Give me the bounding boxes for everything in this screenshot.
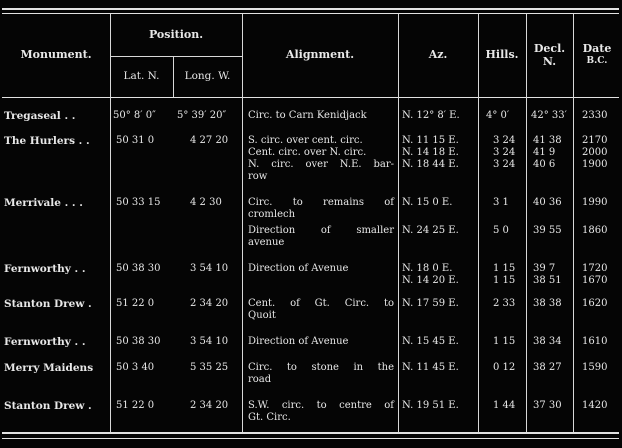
row-2-hills-0: 3 1 — [493, 197, 509, 208]
row-6-date-0: 1590 — [582, 362, 608, 373]
row-1-az-0: N. 11 15 E. — [402, 135, 459, 146]
row-1-date-2: 1900 — [582, 159, 608, 170]
row-2-lat: 50 33 15 — [116, 197, 161, 208]
top-double-rule-outer — [2, 8, 619, 10]
header-long: Long. W. — [184, 70, 231, 82]
column-divider-alignment — [398, 14, 399, 432]
row-2-date-1: 1860 — [582, 225, 608, 236]
row-3-alignment-0: Direction of Avenue — [248, 263, 349, 274]
row-3-hills-1: 1 15 — [493, 275, 516, 286]
row-1-date-0: 2170 — [582, 135, 608, 146]
row-2-alignment-0-cont: cromlech — [248, 209, 296, 220]
column-divider-decl — [573, 14, 574, 432]
row-7-az-0: N. 19 51 E. — [402, 400, 459, 411]
row-1-monument: The Hurlers . . — [4, 135, 90, 147]
row-2-decl-1: 39 55 — [533, 225, 562, 236]
row-3-az-1: N. 14 20 E. — [402, 275, 459, 286]
header-date — [573, 42, 621, 68]
row-1-lat: 50 31 0 — [116, 135, 155, 146]
row-0-long: 5° 39′ 20″ — [177, 110, 227, 121]
row-0-lat: 50° 8′ 0″ — [113, 110, 156, 121]
header-alignment: Alignment. — [285, 48, 355, 61]
row-3-az-0: N. 18 0 E. — [402, 263, 453, 274]
row-4-long: 2 34 20 — [190, 298, 229, 309]
row-5-az-0: N. 15 45 E. — [402, 336, 459, 347]
row-3-date-1: 1670 — [582, 275, 608, 286]
row-4-az-0: N. 17 59 E. — [402, 298, 459, 309]
row-6-alignment-0: Circ. to stone in the — [248, 362, 394, 373]
row-6-az-0: N. 11 45 E. — [402, 362, 459, 373]
header-date-sub: B.C. — [586, 56, 608, 66]
header-decl — [526, 42, 573, 68]
row-1-decl-0: 41 38 — [533, 135, 562, 146]
row-4-date-0: 1620 — [582, 298, 608, 309]
row-2-long: 4 2 30 — [190, 197, 222, 208]
header-lat: Lat. N. — [123, 70, 160, 82]
row-1-az-1: N. 14 18 E. — [402, 147, 459, 158]
row-5-monument: Fernworthy . . — [4, 336, 86, 348]
header-position: Position. — [148, 28, 204, 41]
row-4-alignment-0: Cent. of Gt. Circ. to — [248, 298, 394, 309]
row-2-monument: Merrivale . . . — [4, 197, 83, 209]
row-1-decl-2: 40 6 — [533, 159, 556, 170]
row-7-lat: 51 22 0 — [116, 400, 155, 411]
row-7-decl-0: 37 30 — [533, 400, 562, 411]
row-2-decl-0: 40 36 — [533, 197, 562, 208]
row-4-lat: 51 22 0 — [116, 298, 155, 309]
row-4-hills-0: 2 33 — [493, 298, 516, 309]
row-1-date-1: 2000 — [582, 147, 608, 158]
row-3-monument: Fernworthy . . — [4, 263, 86, 275]
row-1-alignment-2: N. circ. over N.E. bar- — [248, 159, 394, 170]
row-1-alignment-1: Cent. circ. over N. circ. — [248, 147, 367, 158]
column-divider-az — [478, 14, 479, 432]
row-1-alignment-2-cont: row — [248, 171, 268, 182]
column-divider-position — [242, 14, 243, 432]
row-7-hills-0: 1 44 — [493, 400, 516, 411]
header-az: Az. — [428, 48, 448, 61]
row-2-hills-1: 5 0 — [493, 225, 509, 236]
header-hills: Hills. — [485, 48, 519, 61]
row-4-monument: Stanton Drew . — [4, 298, 92, 310]
row-5-long: 3 54 10 — [190, 336, 229, 347]
column-divider-hills — [526, 14, 527, 432]
row-1-hills-1: 3 24 — [493, 147, 516, 158]
row-6-decl-0: 38 27 — [533, 362, 562, 373]
row-7-alignment-0-cont: Gt. Circ. — [248, 412, 291, 423]
row-0-decl-0: 42° 33′ — [531, 110, 567, 121]
row-7-date-0: 1420 — [582, 400, 608, 411]
row-2-alignment-1-cont: avenue — [248, 237, 285, 248]
row-5-hills-0: 1 15 — [493, 336, 516, 347]
header-decl-sub: N. — [542, 55, 557, 68]
row-5-alignment-0: Direction of Avenue — [248, 336, 349, 347]
row-3-decl-1: 38 51 — [533, 275, 562, 286]
row-3-date-0: 1720 — [582, 263, 608, 274]
row-4-alignment-0-cont: Quoit — [248, 310, 276, 321]
row-1-hills-2: 3 24 — [493, 159, 516, 170]
row-2-az-0: N. 15 0 E. — [402, 197, 453, 208]
row-3-long: 3 54 10 — [190, 263, 229, 274]
row-1-az-2: N. 18 44 E. — [402, 159, 459, 170]
row-4-decl-0: 38 38 — [533, 298, 562, 309]
row-2-alignment-1: Direction of smaller — [248, 225, 394, 236]
row-3-decl-0: 39 7 — [533, 263, 556, 274]
row-1-decl-1: 41 9 — [533, 147, 556, 158]
row-7-alignment-0: S.W. circ. to centre of — [248, 400, 394, 411]
row-2-alignment-0: Circ. to remains of — [248, 197, 394, 208]
row-0-alignment-0: Circ. to Carn Kenidjack — [248, 110, 367, 121]
header-date-label: Date — [582, 42, 612, 55]
position-subheader-rule — [110, 56, 242, 57]
row-1-hills-0: 3 24 — [493, 135, 516, 146]
header-monument: Monument. — [20, 48, 92, 61]
row-3-hills-0: 1 15 — [493, 263, 516, 274]
bottom-double-rule-outer — [2, 432, 619, 434]
row-7-long: 2 34 20 — [190, 400, 229, 411]
row-6-long: 5 35 25 — [190, 362, 229, 373]
bottom-double-rule-inner — [2, 438, 619, 439]
row-6-lat: 50 3 40 — [116, 362, 155, 373]
header-decl-label: Decl. — [533, 42, 566, 55]
row-0-monument: Tregaseal . . — [4, 110, 76, 122]
row-5-date-0: 1610 — [582, 336, 608, 347]
row-7-monument: Stanton Drew . — [4, 400, 92, 412]
row-0-az-0: N. 12° 8′ E. — [402, 110, 460, 121]
row-5-lat: 50 38 30 — [116, 336, 161, 347]
row-6-alignment-0-cont: road — [248, 374, 272, 385]
row-5-decl-0: 38 34 — [533, 336, 562, 347]
row-0-date-0: 2330 — [582, 110, 608, 121]
row-6-monument: Merry Maidens — [4, 362, 94, 374]
row-0-hills-0: 4° 0′ — [486, 110, 510, 121]
row-3-lat: 50 38 30 — [116, 263, 161, 274]
row-2-date-0: 1990 — [582, 197, 608, 208]
row-1-alignment-0: S. circ. over cent. circ. — [248, 135, 363, 146]
row-1-long: 4 27 20 — [190, 135, 229, 146]
row-2-az-1: N. 24 25 E. — [402, 225, 459, 236]
row-6-hills-0: 0 12 — [493, 362, 516, 373]
